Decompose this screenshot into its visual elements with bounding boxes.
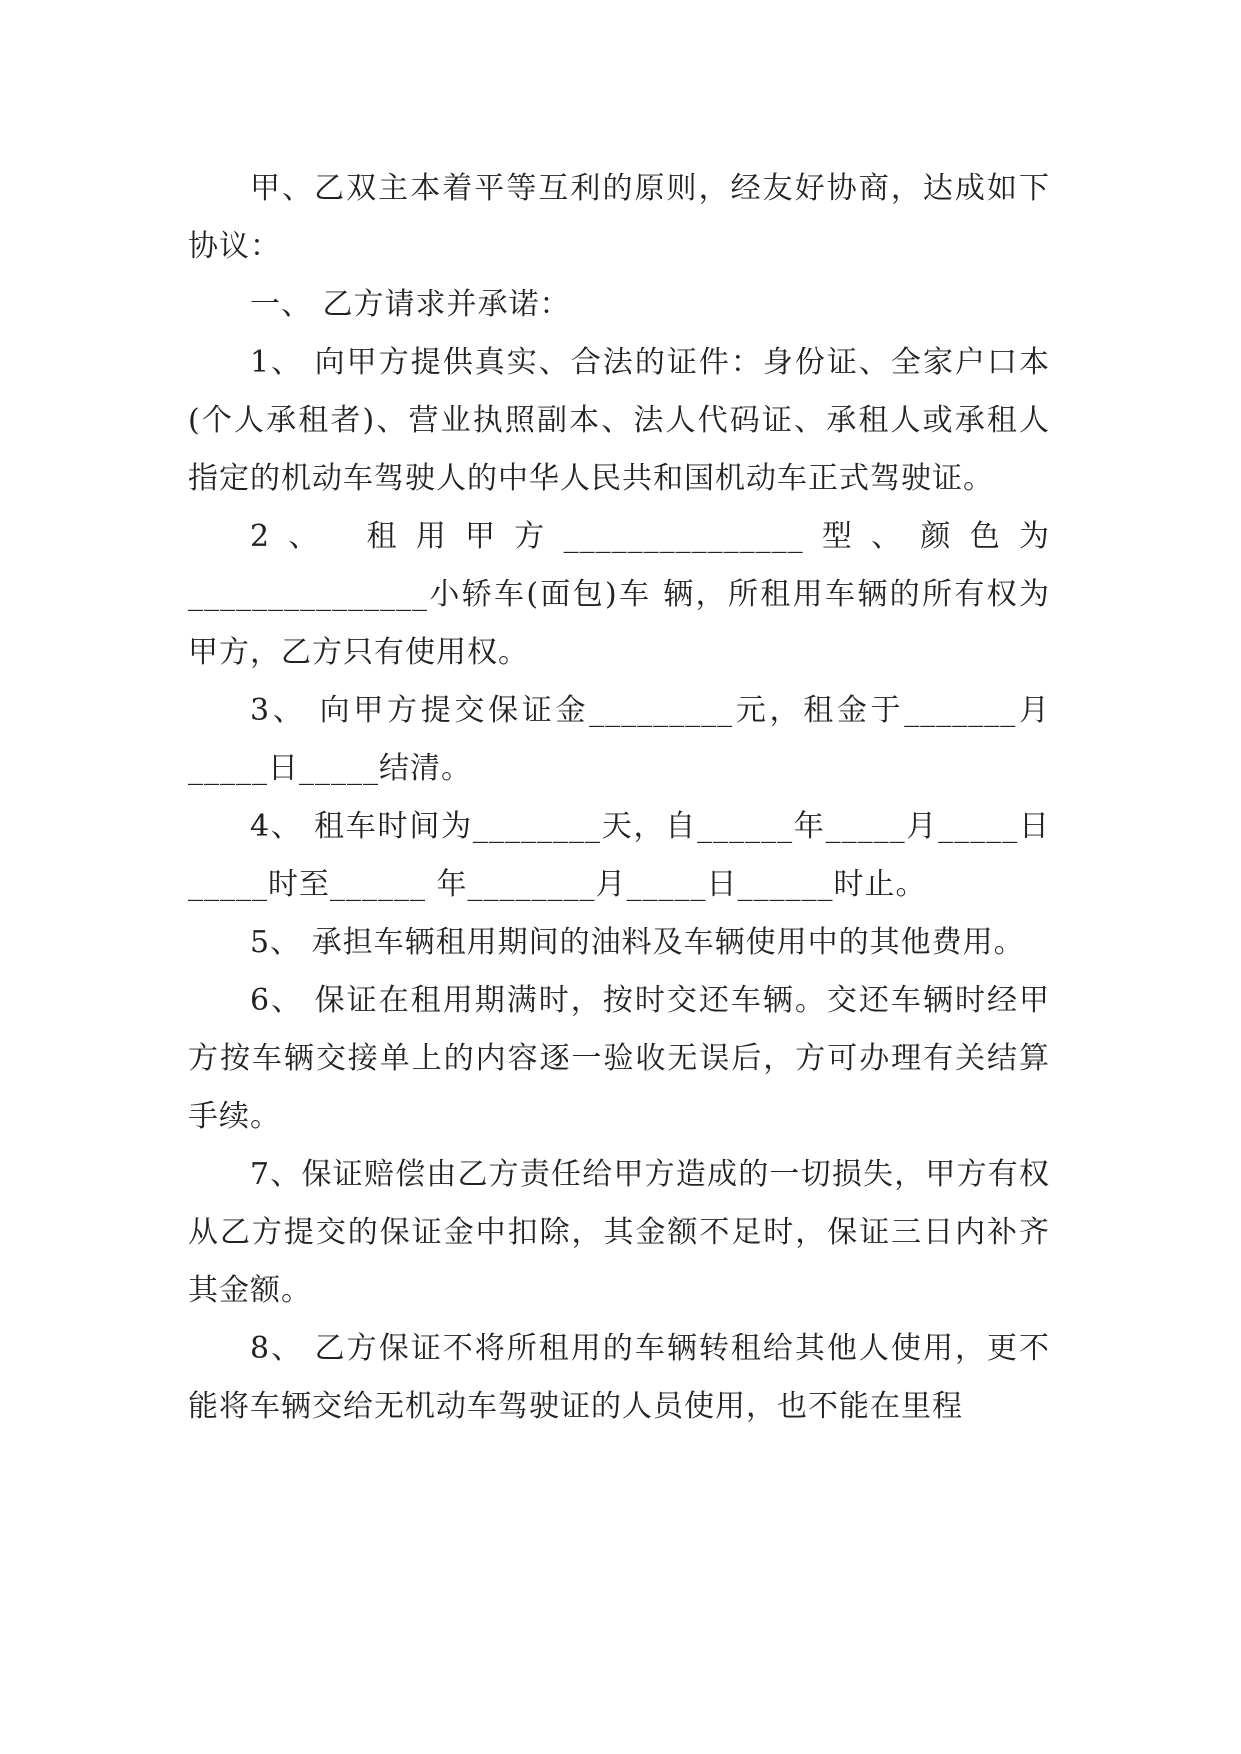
paragraph-intro: 甲、乙双主本着平等互利的原则，经友好协商，达成如下协议： (188, 171, 1050, 264)
section-heading-1: 一、 乙方请求并承诺： (250, 287, 571, 322)
clause-1: 1、 向甲方提供真实、合法的证件：身份证、全家户口本(个人承租者)、营业执照副本、法人代码证、承租人或承租人指定的机动车驾驶人的中华人民共和国机动车正式驾驶证。 (188, 345, 1050, 496)
clause-5: 5、 承担车辆租用期间的油料及车辆使用中的其他费用。 (250, 925, 1025, 960)
clause-4: 4、 租车时间为________天，自______年_____月_____日_____时至______ 年________月_____日______时止。 (188, 809, 1050, 902)
clause-3: 3、 向甲方提交保证金_________元，租金于_______月_____日_____结清。 (188, 693, 1050, 786)
clause-7: 7、保证赔偿由乙方责任给甲方造成的一切损失，甲方有权从乙方提交的保证金中扣除，其金额不足时，保证三日内补齐其金额。 (188, 1157, 1050, 1308)
clause-6: 6、 保证在租用期满时，按时交还车辆。交还车辆时经甲方按车辆交接单上的内容逐一验收无误后，方可办理有关结算手续。 (188, 983, 1050, 1134)
clause-8: 8、 乙方保证不将所租用的车辆转租给其他人使用，更不能将车辆交给无机动车驾驶证的人员使用，也不能在里程 (188, 1331, 1050, 1424)
document-body (188, 160, 1050, 1436)
clause-2: 2、 租用甲方_______________型、颜色为_______________小轿车(面包)车 辆，所租用车辆的所有权为甲方，乙方只有使用权。 (188, 519, 1050, 670)
